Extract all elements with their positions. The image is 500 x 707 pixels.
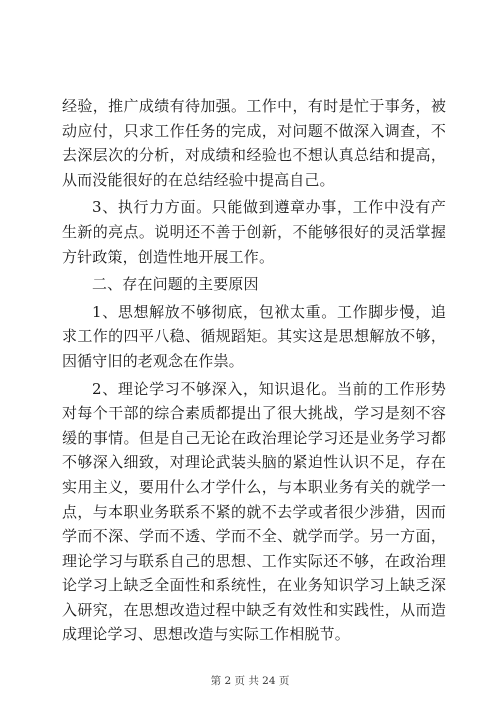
page-number-footer: 第 2 页 共 24 页 [210, 675, 290, 687]
section-heading-main-causes: 二、存在问题的主要原因 [92, 275, 259, 294]
paragraph-ideological-liberation: 1、思想解放不够彻底，包袱太重。工作脚步慢，追求工作的四平八稳、循规蹈矩。其实这是思想解放不够，因循守旧的老观念在作祟。 [62, 302, 446, 370]
document-body [62, 94, 446, 650]
paragraph-theory-study: 2、理论学习不够深入，知识退化。当前的工作形势对每个干部的综合素质都提出了很大挑战，学习是刻不容缓的事情。但是自己无论在政治理论学习还是业务学习都不够深入细致，对理论武装头脑的紧迫性认识不足，存在实用主义，要用什么才学什么，与本职业务有关的就学一点，与本职业务联系不紧的就不去学或者很少涉猎，因而学而不深、学而不透、学而不全、就学而学。另一方面，理论学习与联系自己的思想、工作实际还不够，在政治理论学习上缺乏全面性和系统性，在业务知识学习上缺乏深入研究，在思想改造过程中缺乏有效性和实践性，从而造成理论学习、思想改造与实际工作相脱节。 [62, 379, 446, 644]
paragraph-execution-ability: 3、执行力方面。只能做到遵章办事，工作中没有产生新的亮点。说明还不善于创新，不能够很好的灵活掌握方针政策，创造性地开展工作。 [62, 198, 446, 266]
paragraph-experience-promotion: 经验，推广成绩有待加强。工作中，有时是忙于事务，被动应付，只求工作任务的完成，对问题不做深入调查，不去深层次的分析，对成绩和经验也不想认真总结和提高，从而没能很好的在总结经验中提高自己。 [62, 97, 446, 189]
